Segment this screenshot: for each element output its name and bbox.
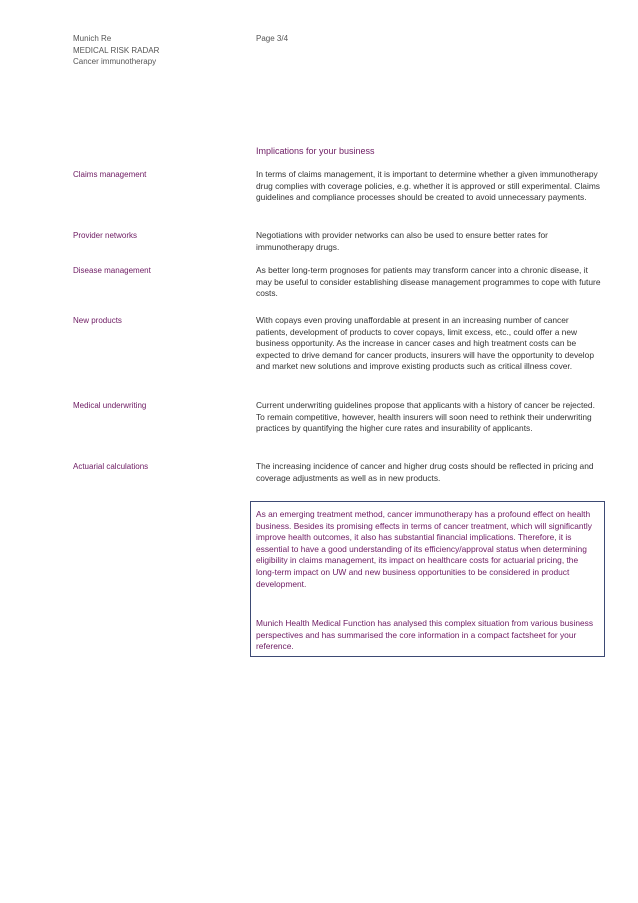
topic-name: Cancer immunotherapy — [73, 57, 157, 66]
section-title: Implications for your business — [256, 146, 375, 156]
row-label-provider-networks: Provider networks — [73, 231, 138, 240]
row-text-claims-management: In terms of claims management, it is important to determine whether a given immunotherapy drug complies with coverage policies, e.g. whether it is approved or still experimental. Claims guidelines and compliance processes should be created to avoid unnecessary payments. — [256, 169, 600, 203]
row-label-medical-underwriting: Medical underwriting — [73, 401, 147, 410]
row-text-new-products: With copays even proving unaffordable at present in an increasing number of cancer patients, development of products to cover copays, limit excess, etc., could offer a new business opportunity. As the increase in cancer cases and high treatment costs can be expected to drive demand for cancer products, insurers will have the opportunity to develop and market new solutions and improve existing products such as critical illness cover. — [256, 315, 594, 372]
document-header — [73, 33, 159, 68]
row-label-actuarial-calculations: Actuarial calculations — [73, 462, 149, 471]
row-text-medical-underwriting: Current underwriting guidelines propose that applicants with a history of cancer be rejected. To remain competitive, however, health insurers will soon need to rethink their underwriting practices by quantifying the higher cure rates and insurability of applicants. — [256, 400, 595, 434]
company-name: Munich Re — [73, 34, 112, 43]
callout-paragraph-1: As an emerging treatment method, cancer immunotherapy has a profound effect on health business. Besides its promising effects in terms of cancer treatment, which will significantly improve health outcomes, it also has substantial financial implications. Therefore, it is essential to have a good understanding of its efficiency/approval status when determining eligibility in claims management, its impact on healthcare costs for actuarial pricing, the long-term impact on UW and new business opportunities to be considered in product development. — [256, 509, 592, 589]
row-label-claims-management: Claims management — [73, 170, 147, 179]
publication-name: MEDICAL RISK RADAR — [73, 45, 160, 55]
row-label-new-products: New products — [73, 316, 122, 325]
callout-paragraph-2: Munich Health Medical Function has analysed this complex situation from various business perspectives and has summarised the core information in a compact factsheet for your reference. — [256, 618, 594, 652]
row-text-disease-management: As better long-term prognoses for patients may transform cancer into a chronic disease, it may be useful to consider establishing disease management programmes to cope with future costs. — [256, 265, 601, 299]
row-label-disease-management: Disease management — [73, 266, 151, 275]
row-text-provider-networks: Negotiations with provider networks can also be used to ensure better rates for immunotherapy drugs. — [256, 230, 548, 252]
page-number: Page 3/4 — [256, 34, 289, 43]
row-text-actuarial-calculations: The increasing incidence of cancer and higher drug costs should be reflected in pricing and coverage adjustments as well as in new products. — [256, 461, 594, 483]
